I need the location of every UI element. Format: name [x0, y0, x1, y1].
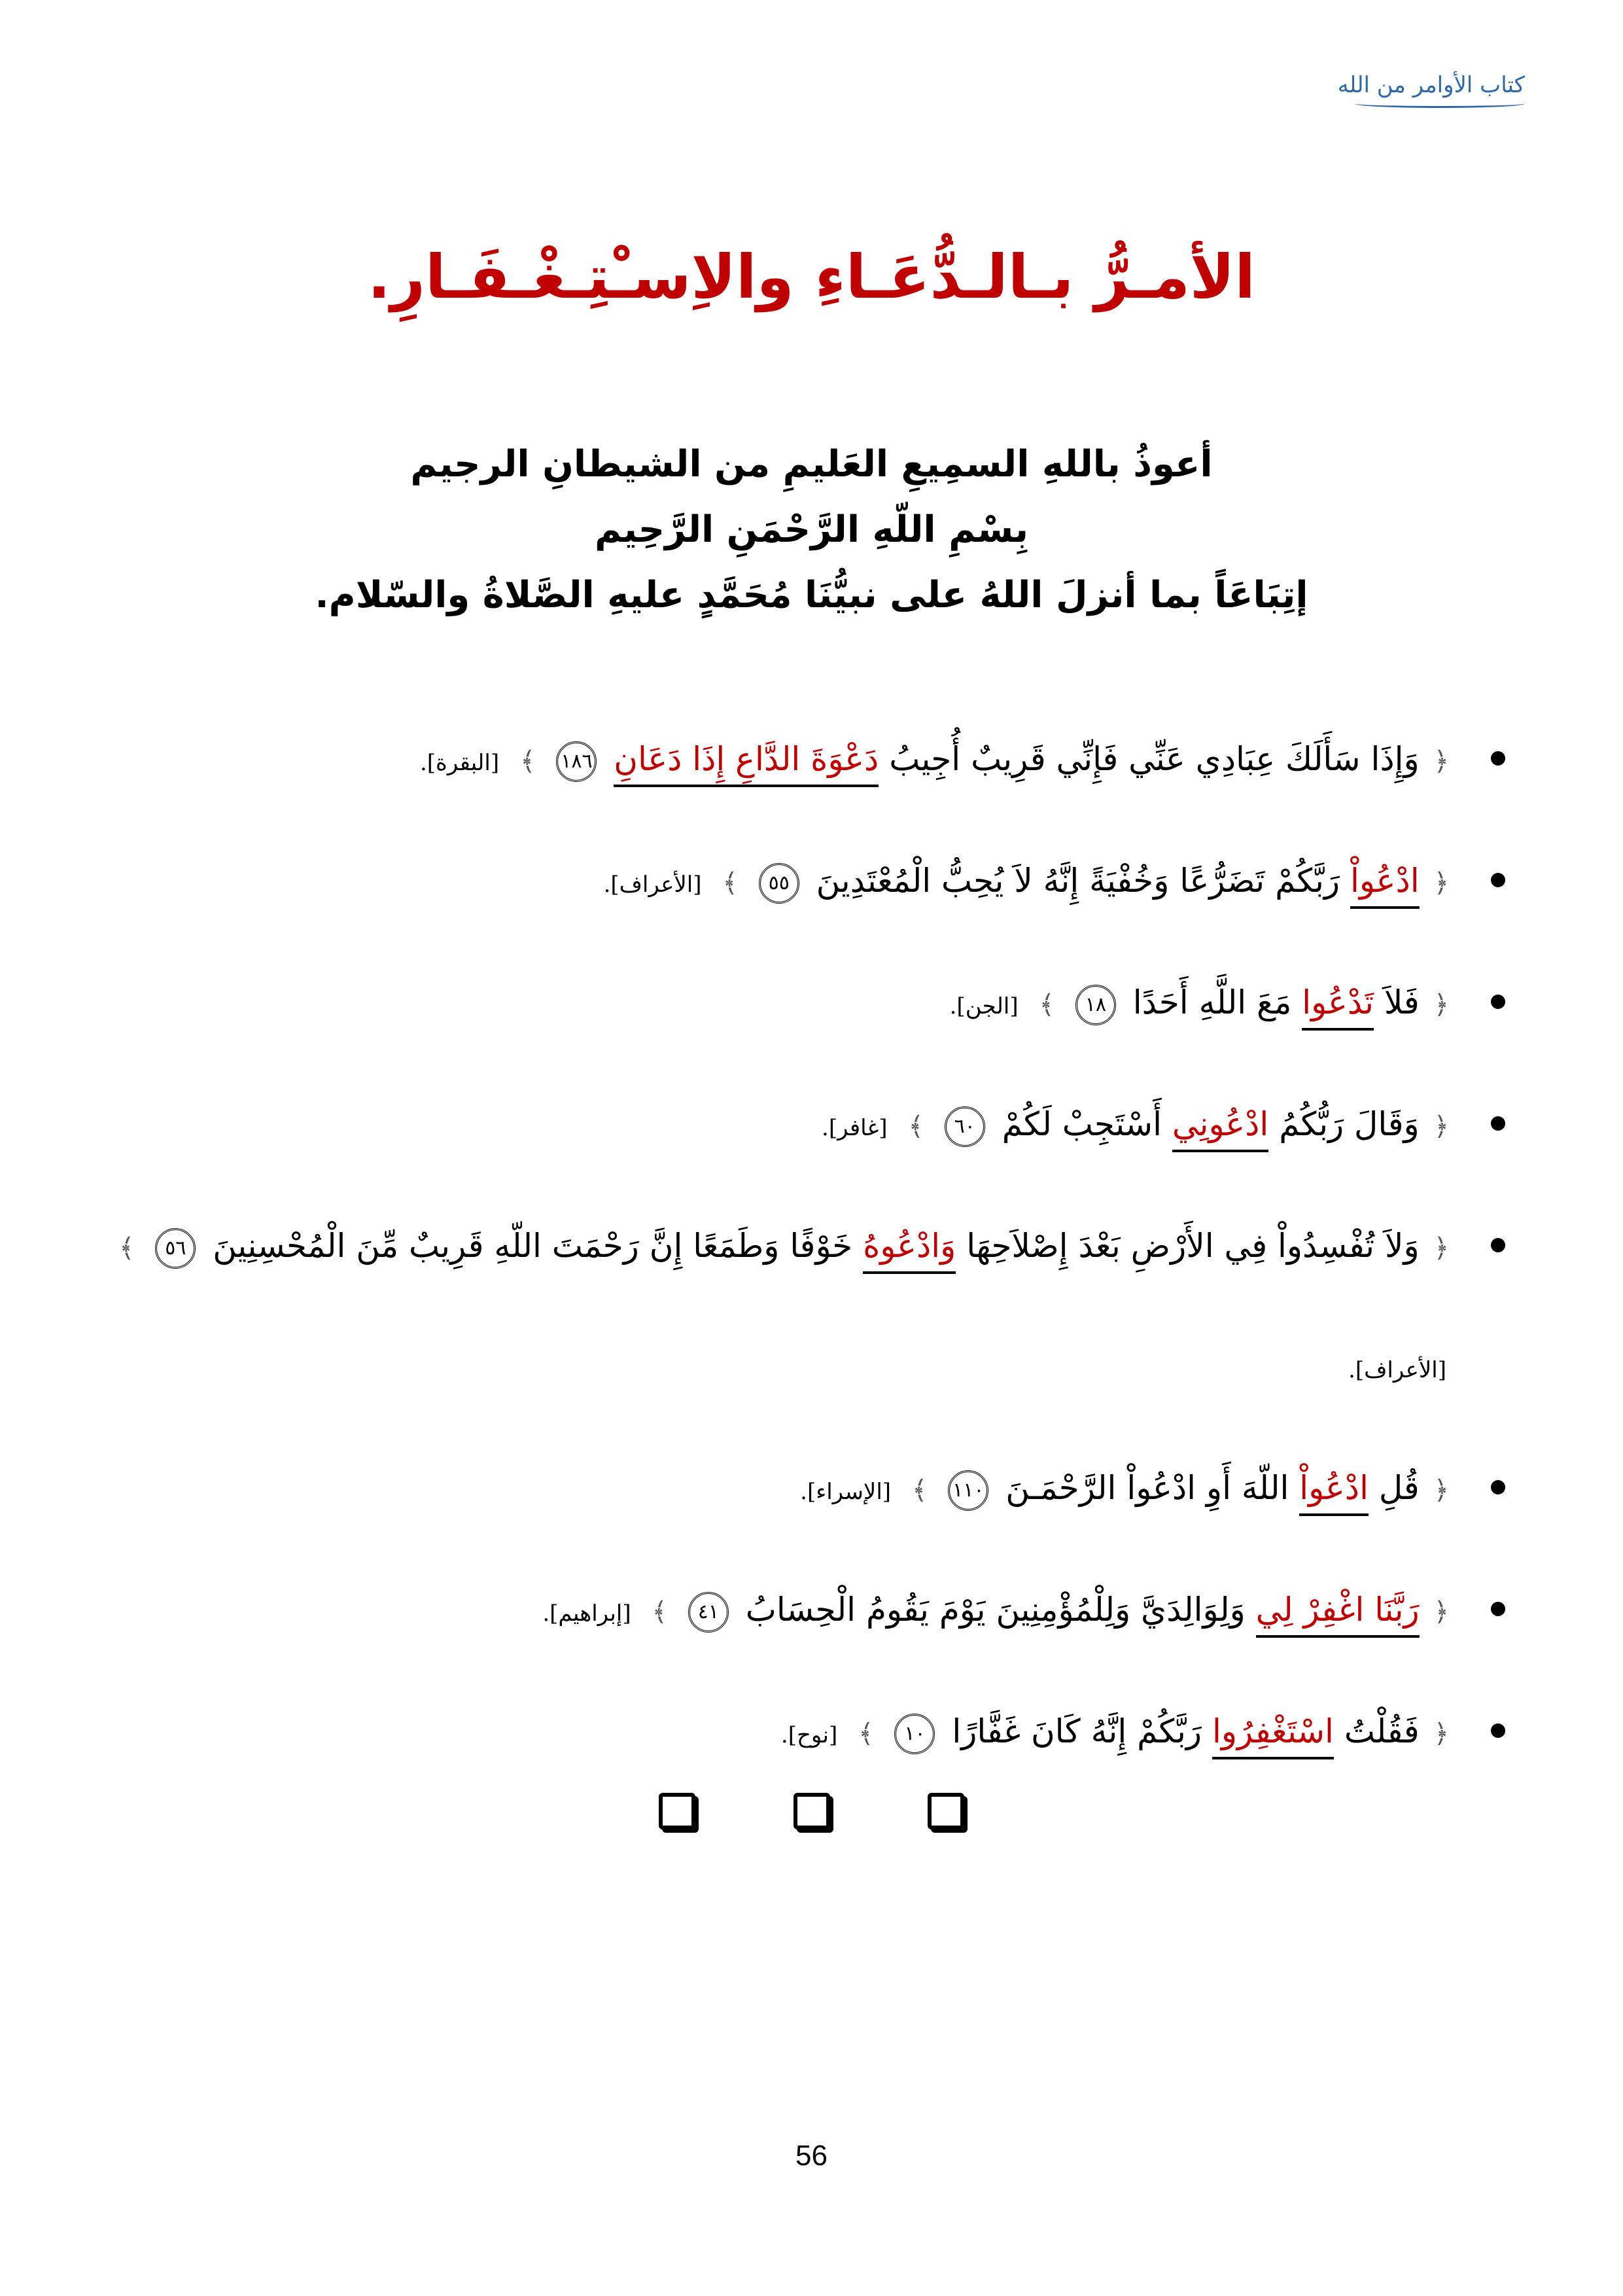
surah-reference: [البقرة]. — [419, 750, 500, 776]
ornate-bracket-close-icon: ﴾ — [858, 1719, 874, 1749]
verse-highlight: رَبَّنَا اغْفِرْ لِي — [1256, 1591, 1420, 1638]
verse-highlight: تَدْعُوا — [1302, 983, 1374, 1031]
bullet-icon — [1491, 1238, 1505, 1252]
verse-highlight: دَعْوَةَ الدَّاعِ إِذَا دَعَانِ — [614, 740, 879, 787]
page-title: الأمـرُّ بـالـدُّعَـاءِ والاِسـْتِـغْـفَـارِ. — [368, 242, 1255, 312]
logo-swash — [1355, 99, 1525, 108]
verse-text: وَقَالَ رَبُّكُمُ — [1279, 1105, 1420, 1143]
surah-reference: [الأعراف]. — [1348, 1357, 1446, 1383]
verse-highlight: اسْتَغْفِرُوا — [1212, 1712, 1334, 1759]
verse-text: مَعَ اللَّهِ أَحَدًا — [1132, 983, 1292, 1021]
verse-text: فَقُلْتُ — [1344, 1712, 1420, 1750]
surah-reference: [الجن]. — [949, 993, 1019, 1019]
ornate-bracket-close-icon: ﴾ — [1039, 990, 1055, 1020]
ayah-number-icon: ١٨٦ — [556, 741, 597, 782]
ornate-bracket-open-icon: ﴿ — [1433, 1112, 1449, 1142]
verse-text: وَلِوَالِدَيَّ وَلِلْمُؤْمِنِينَ يَوْمَ يَقُومُ الْحِسَابُ — [745, 1591, 1246, 1629]
ayah-number-icon: ٥٦ — [155, 1228, 196, 1269]
ayah-number-icon: ١٠ — [894, 1714, 935, 1754]
verse-item — [105, 944, 1512, 1065]
ayah-number-icon: ١١٠ — [948, 1470, 988, 1511]
isti-adha-line: أعوذُ باللهِ السمِيعِ العَليمِ من الشيطانِ الرجيم — [410, 443, 1213, 486]
itiba-line: إتِبَاعَاً بما أنزلَ اللهُ على نبيُّنَا مُحَمَّدٍ عليهِ الصَّلاةُ والسّلام. — [315, 574, 1308, 616]
verse-text: وَلاَ تُفْسِدُواْ فِي الأَرْضِ بَعْدَ إِصْلاَحِهَا — [966, 1227, 1420, 1265]
ayah-number-icon: ٥٥ — [759, 863, 799, 904]
bullet-icon — [1491, 995, 1505, 1009]
verse-highlight: وَادْعُوهُ — [863, 1227, 956, 1274]
ornate-bracket-open-icon: ﴿ — [1433, 868, 1449, 898]
verse-item — [105, 700, 1512, 822]
verse-item — [105, 1065, 1512, 1187]
verse-highlight: ادْعُواْ — [1299, 1469, 1369, 1516]
verse-text: خَوْفًا وَطَمَعًا إِنَّ رَحْمَتَ اللّهِ قَرِيبٌ مِّنَ الْمُحْسِنِينَ — [213, 1227, 853, 1265]
verse-item — [105, 1429, 1512, 1551]
ornate-bracket-close-icon: ﴾ — [652, 1597, 667, 1627]
ornate-bracket-close-icon: ﴾ — [520, 747, 536, 777]
bullet-icon — [1491, 1116, 1505, 1131]
ornate-bracket-open-icon: ﴿ — [1433, 1475, 1449, 1506]
verse-highlight: ادْعُونِي — [1172, 1105, 1268, 1152]
verse-text: اللّهَ أَوِ ادْعُواْ الرَّحْمَـنَ — [1005, 1469, 1289, 1507]
square-icon — [928, 1793, 964, 1829]
surah-reference: [نوح]. — [780, 1722, 838, 1748]
bullet-icon — [1491, 1602, 1505, 1616]
verse-item — [105, 1672, 1512, 1794]
verse-text: وَإِذَا سَأَلَكَ عِبَادِي عَنِّي فَإِنِّي قَرِيبٌ أُجِيبُ — [889, 740, 1420, 778]
ornate-bracket-close-icon: ﴾ — [118, 1233, 135, 1263]
bullet-icon — [1491, 873, 1505, 887]
ornate-bracket-open-icon: ﴿ — [1433, 747, 1449, 777]
basmala-line: بِسْمِ اللّهِ الرَّحْمَنِ الرَّحِيم — [594, 508, 1028, 551]
ornate-bracket-open-icon: ﴿ — [1433, 990, 1449, 1020]
verse-item — [105, 1551, 1512, 1672]
square-icon — [659, 1793, 695, 1829]
surah-reference: [الأعراف]. — [603, 872, 702, 898]
book-title: كتاب الأوامر من الله — [1337, 72, 1525, 98]
surah-reference: [إبراهيم]. — [542, 1600, 631, 1627]
bullet-icon — [1491, 1480, 1505, 1494]
verse-text: رَبَّكُمْ تَضَرُّعًا وَخُفْيَةً إِنَّهُ لاَ يُحِبُّ الْمُعْتَدِينَ — [816, 862, 1340, 900]
surah-reference: [غافر]. — [822, 1115, 888, 1141]
ayah-number-icon: ٤١ — [688, 1592, 729, 1633]
ayah-number-icon: ٦٠ — [945, 1106, 985, 1147]
book-logo — [1338, 72, 1525, 108]
ornate-bracket-close-icon: ﴾ — [911, 1475, 928, 1506]
verse-text: أَسْتَجِبْ لَكُمْ — [1002, 1105, 1162, 1143]
verse-text: رَبَّكُمْ إِنَّهُ كَانَ غَفَّارًا — [952, 1712, 1202, 1750]
verse-list — [105, 700, 1512, 1794]
ayah-number-icon: ١٨ — [1075, 985, 1116, 1025]
ornate-bracket-open-icon: ﴿ — [1433, 1233, 1449, 1263]
section-end-ornament — [0, 1793, 1623, 1832]
page-number: 56 — [795, 2140, 828, 2172]
ornate-bracket-close-icon: ﴾ — [908, 1112, 924, 1142]
verse-text: قُلِ — [1378, 1469, 1420, 1507]
opening-formulas — [0, 432, 1623, 628]
verse-item — [105, 1187, 1512, 1429]
surah-reference: [الإسراء]. — [800, 1479, 892, 1505]
square-icon — [794, 1793, 830, 1829]
ornate-bracket-close-icon: ﴾ — [722, 868, 738, 898]
ornate-bracket-open-icon: ﴿ — [1433, 1719, 1449, 1749]
bullet-icon — [1491, 751, 1505, 766]
verse-text: فَلاَ — [1384, 983, 1420, 1021]
verse-highlight: ادْعُواْ — [1350, 862, 1420, 909]
ornate-bracket-open-icon: ﴿ — [1433, 1597, 1449, 1627]
verse-item — [105, 822, 1512, 944]
bullet-icon — [1491, 1723, 1505, 1738]
